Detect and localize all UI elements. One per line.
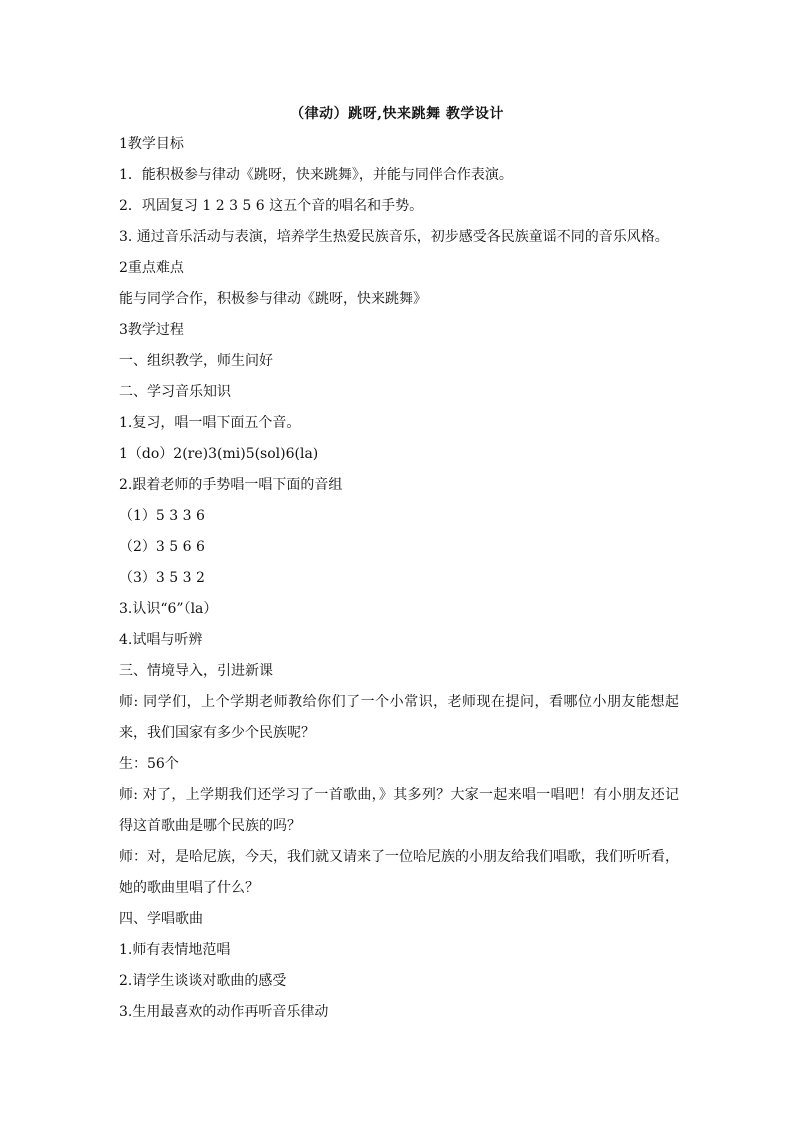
dialogue-teacher-1: 师: 同学们，上个学期老师教给你们了一个小常识，老师现在提问，看哪位小朋友能想起来，我们国家有多少个民族呢？: [119, 694, 679, 741]
note-group-2: （2）3 5 6 6: [119, 539, 205, 555]
heading-teaching-goals: 1教学目标: [119, 136, 184, 152]
substep-feelings: 2.请学生谈谈对歌曲的感受: [119, 973, 287, 989]
substep-recognize-la: 3.认识“6”（la）: [119, 601, 218, 617]
note-group-1: （1）5 3 3 6: [119, 508, 205, 524]
substep-hand-signs: 2.跟着老师的手势唱一唱下面的音组: [119, 477, 343, 493]
solfege-notes: 1（do）2(re)3(mi)5(sol)6(la): [119, 446, 319, 462]
document-title: （律动）跳呀,快来跳舞 教学设计: [290, 106, 504, 122]
goal-item-2: 2．巩固复习 1 2 3 5 6 这五个音的唱名和手势。: [119, 198, 424, 214]
substep-model-singing: 1.师有表情地范唱: [119, 942, 231, 958]
process-step-3: 三、情境导入，引进新课: [119, 663, 273, 679]
dialogue-student-answer: 生：56个: [119, 756, 179, 772]
substep-sing-listen: 4.试唱与听辨: [119, 632, 203, 648]
goal-item-3: 3. 通过音乐活动与表演，培养学生热爱民族音乐，初步感受各民族童谣不同的音乐风格。: [119, 229, 669, 245]
dialogue-teacher-3: 师：对，是哈尼族，今天，我们就又请来了一位哈尼族的小朋友给我们唱歌，我们听听看，她的歌曲里唱了什么？: [119, 849, 679, 896]
note-group-3: （3）3 5 3 2: [119, 570, 205, 586]
process-step-4: 四、学唱歌曲: [119, 911, 203, 927]
key-point-text: 能与同学合作，积极参与律动《跳呀，快来跳舞》: [119, 291, 427, 307]
heading-teaching-process: 3教学过程: [119, 322, 184, 338]
process-step-1: 一、组织教学，师生问好: [119, 353, 273, 369]
heading-key-points: 2重点难点: [119, 260, 184, 276]
substep-review: 1.复习，唱一唱下面五个音。: [119, 415, 301, 431]
substep-movement: 3.生用最喜欢的动作再听音乐律动: [119, 1004, 329, 1020]
dialogue-teacher-2: 师: 对了，上学期我们还学习了一首歌曲，》其多列？大家一起来唱一唱吧！有小朋友还记得这首歌曲是哪个民族的吗？: [119, 787, 679, 834]
process-step-2: 二、学习音乐知识: [119, 384, 231, 400]
document-body: [119, 133, 679, 1032]
goal-item-1: 1．能积极参与律动《跳呀，快来跳舞》，并能与同伴合作表演。: [119, 167, 513, 183]
